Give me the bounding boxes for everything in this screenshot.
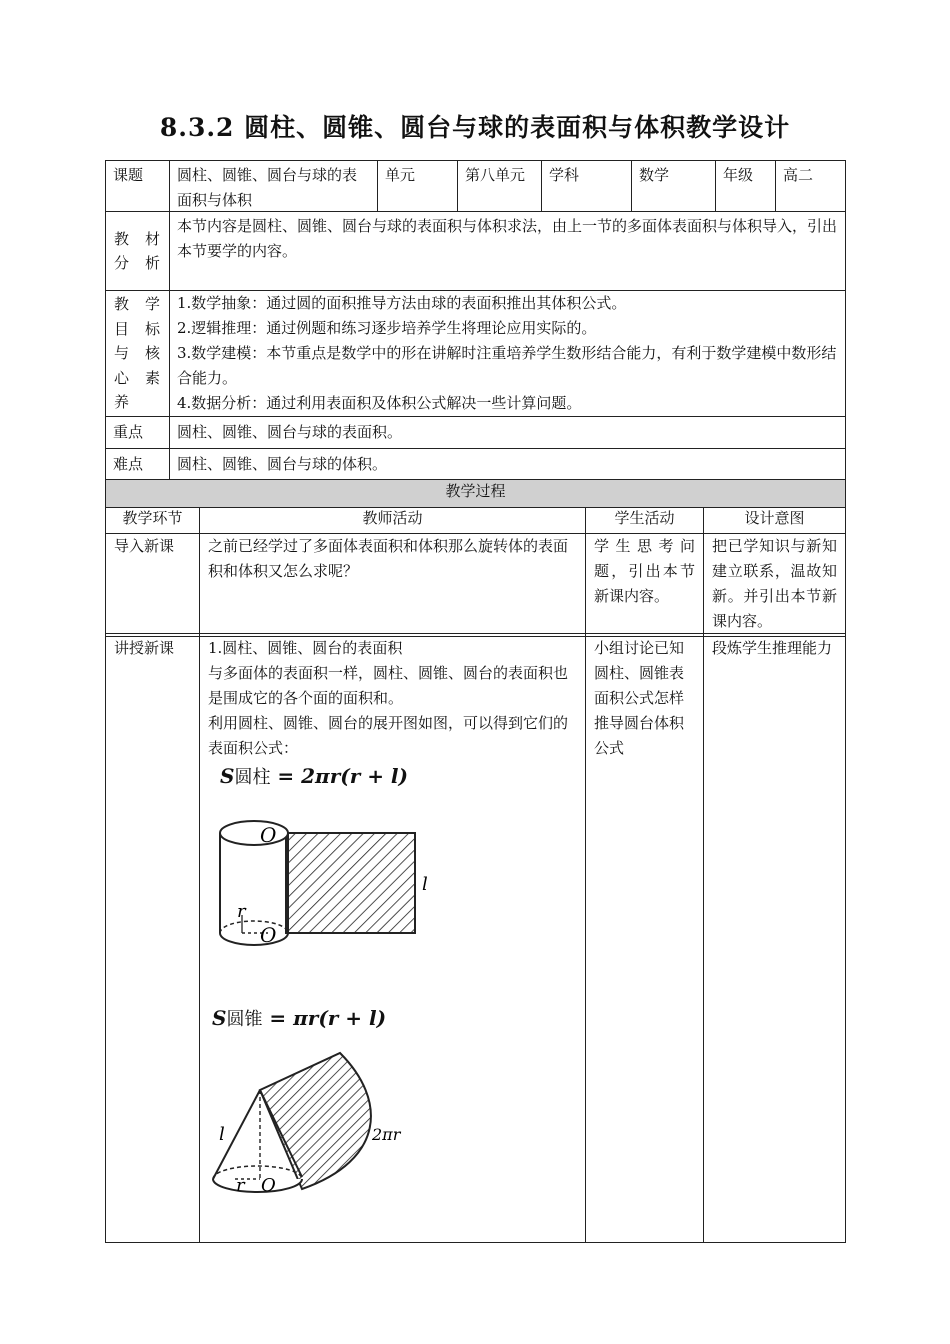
difficulty-text: 圆柱、圆锥、圆台与球的体积。: [177, 455, 388, 473]
cylinder-radius-label: r: [237, 901, 246, 922]
key-point-label: 重点: [113, 423, 144, 441]
formula-subscript: 圆锥: [226, 1009, 263, 1030]
formula-subscript: 圆柱: [234, 767, 271, 788]
material-label: 教 材 分 析: [114, 230, 160, 272]
intro-student: 学生思考问题，引出本节新课内容。: [594, 537, 695, 605]
cylinder-formula: [220, 763, 408, 789]
column-header-stage: 教学环节: [122, 509, 183, 527]
formula-s: S: [220, 764, 235, 788]
cone-radius-label: r: [236, 1175, 245, 1196]
key-point-text: 圆柱、圆锥、圆台与球的表面积。: [177, 423, 403, 441]
intro-intent: 把已学知识与新知建立联系，温故知新。并引出本节新课内容。: [712, 537, 837, 630]
cone-net-figure: [205, 1045, 405, 1205]
cylinder-bottom-center-label: O: [260, 923, 277, 947]
goal-item: 1.数学抽象：通过圆的面积推导方法由球的表面积推出其体积公式。: [177, 294, 627, 312]
column-header-teacher: 教师活动: [362, 509, 423, 527]
intro-stage: 导入新课: [114, 537, 175, 555]
goals-list: [170, 291, 845, 416]
cylinder-height-label: l: [422, 874, 428, 895]
cone-slant-label: l: [219, 1124, 225, 1145]
lecture-stage: 讲授新课: [114, 639, 175, 657]
grade-label: 年级: [723, 166, 754, 184]
column-header-student: 学生活动: [614, 509, 675, 527]
subject-value: 数学: [639, 166, 670, 184]
lecture-teacher-line: 利用圆柱、圆锥、圆台的展开图如图，可以得到它们的表面积公式：: [208, 714, 569, 757]
goal-item: 3.数学建模：本节重点是数学中的形在讲解时注重培养学生数形结合能力，有利于数学建模中数形结合能力。: [177, 344, 837, 387]
topic-value: 圆柱、圆锥、圆台与球的表面积与体积: [177, 166, 358, 209]
cone-arc-label: 2πr: [372, 1125, 401, 1144]
unit-value: 第八单元: [465, 166, 526, 184]
intro-teacher: 之前已经学过了多面体表面积和体积那么旋转体的表面积和体积又怎么求呢？: [208, 537, 569, 580]
lecture-teacher-line: 1.圆柱、圆锥、圆台的表面积: [208, 639, 403, 657]
lecture-teacher-line: 与多面体的表面积一样，圆柱、圆锥、圆台的表面积也是围成它的各个面的面积和。: [208, 664, 569, 707]
lecture-intent: 段炼学生推理能力: [712, 639, 833, 657]
document-title: 8.3.2 圆柱、圆锥、圆台与球的表面积与体积教学设计: [159, 113, 791, 142]
goal-item: 2.逻辑推理：通过例题和练习逐步培养学生将理论应用实际的。: [177, 319, 597, 337]
formula-s: S: [212, 1006, 227, 1030]
unit-label: 单元: [385, 166, 416, 184]
difficulty-label: 难点: [113, 455, 144, 473]
subject-label: 学科: [549, 166, 580, 184]
lecture-student: 小组讨论已知圆柱、圆锥表面积公式怎样推导圆台体积公式: [594, 639, 685, 757]
goals-label: 教 学 目 标 与 核 心 素 养: [114, 295, 160, 411]
grade-value: 高二: [783, 166, 814, 184]
cone-center-label: O: [261, 1175, 276, 1196]
process-heading: 教学过程: [445, 482, 506, 500]
cylinder-net-figure: [210, 805, 450, 965]
material-text: 本节内容是圆柱、圆锥、圆台与球的表面积与体积求法，由上一节的多面体表面积与体积导入，引出本节要学的内容。: [177, 217, 838, 260]
cone-formula: [212, 1005, 386, 1031]
formula-rhs: = πr(r + l): [262, 1006, 387, 1030]
column-header-intent: 设计意图: [744, 509, 805, 527]
formula-rhs: = 2πr(r + l): [270, 764, 408, 788]
goal-item: 4.数据分析：通过利用表面积及体积公式解决一些计算问题。: [177, 394, 582, 412]
topic-label: 课题: [113, 166, 144, 184]
cylinder-top-center-label: O: [260, 823, 277, 847]
lecture-teacher: [200, 636, 585, 761]
